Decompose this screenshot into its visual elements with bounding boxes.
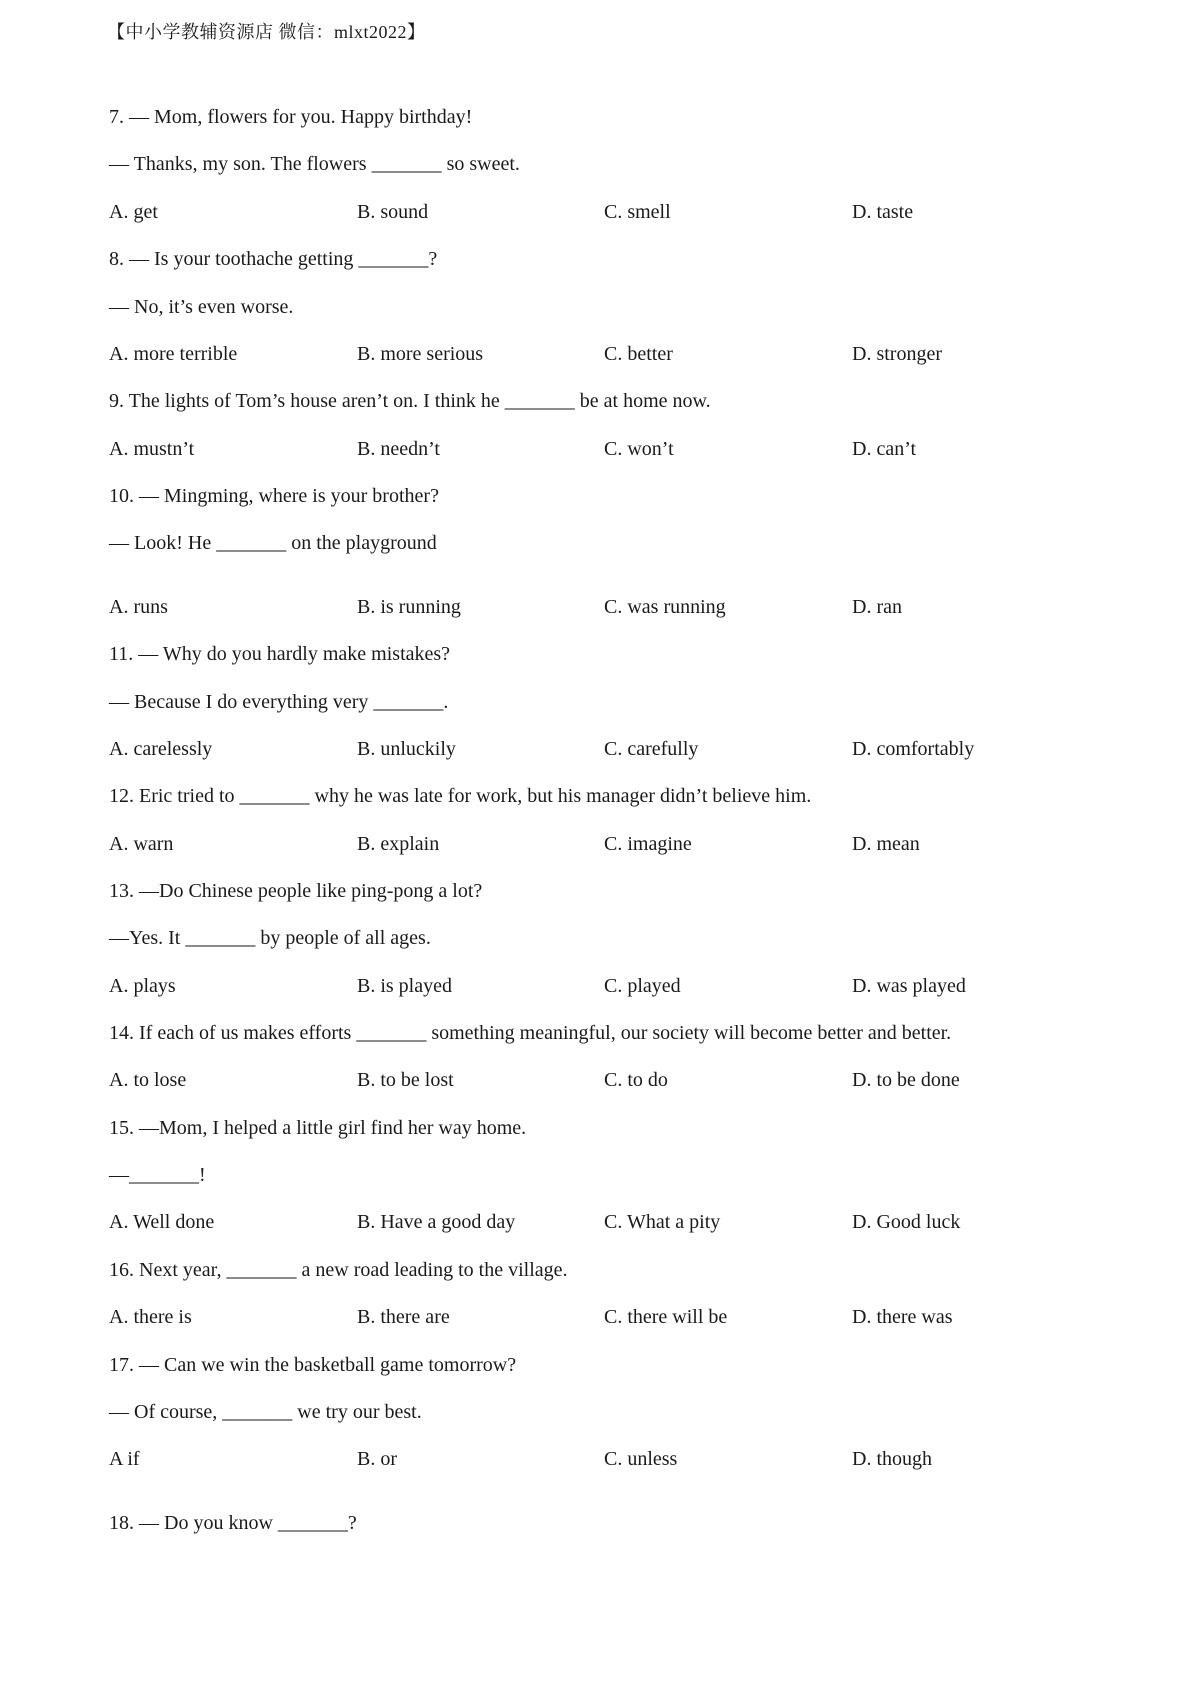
- question-16-option-a: A. there is: [109, 1306, 192, 1328]
- question-7-option-d: D. taste: [852, 201, 914, 223]
- question-8-option-b: B. more serious: [357, 343, 484, 365]
- question-13-option-d: D. was played: [852, 975, 966, 997]
- question-9-option-c: C. won’t: [604, 438, 674, 460]
- question-14-option-d: D. to be done: [852, 1069, 960, 1091]
- question-15-option-c: C. What a pity: [604, 1211, 721, 1233]
- question-16-option-c: C. there will be: [604, 1306, 728, 1328]
- question-16-stem: 16. Next year, _______ a new road leading to the village.: [109, 1259, 568, 1281]
- question-15-option-d: D. Good luck: [852, 1211, 961, 1233]
- question-17-option-b: B. or: [357, 1448, 397, 1470]
- question-14-option-a: A. to lose: [109, 1069, 187, 1091]
- question-16-option-b: B. there are: [357, 1306, 450, 1328]
- question-18-stem: 18. — Do you know _______?: [109, 1512, 357, 1534]
- question-12-option-a: A. warn: [109, 833, 174, 855]
- question-14-option-b: B. to be lost: [357, 1069, 454, 1091]
- question-9-option-a: A. mustn’t: [109, 438, 195, 460]
- question-17-response: — Of course, _______ we try our best.: [109, 1401, 422, 1423]
- question-13-option-c: C. played: [604, 975, 681, 997]
- question-13-option-b: B. is played: [357, 975, 452, 997]
- question-11-option-a: A. carelessly: [109, 738, 213, 760]
- question-8-option-d: D. stronger: [852, 343, 942, 365]
- question-15-stem: 15. —Mom, I helped a little girl find her way home.: [109, 1117, 527, 1139]
- question-12-stem: 12. Eric tried to _______ why he was late for work, but his manager didn’t believe him.: [109, 785, 812, 807]
- page-header: 【中小学教辅资源店 微信：mlxt2022】: [107, 22, 426, 42]
- question-11-option-b: B. unluckily: [357, 738, 456, 760]
- question-15-option-a: A. Well done: [109, 1211, 215, 1233]
- question-10-option-a: A. runs: [109, 596, 168, 618]
- question-14-stem: 14. If each of us makes efforts _______ something meaningful, our society will become better and better.: [109, 1022, 952, 1044]
- question-16-option-d: D. there was: [852, 1306, 953, 1328]
- question-10-response: — Look! He _______ on the playground: [109, 532, 437, 554]
- question-10-stem: 10. — Mingming, where is your brother?: [109, 485, 439, 507]
- question-7-option-b: B. sound: [357, 201, 429, 223]
- question-7-option-c: C. smell: [604, 201, 671, 223]
- question-11-option-c: C. carefully: [604, 738, 699, 760]
- question-12-option-d: D. mean: [852, 833, 920, 855]
- question-15-response: —_______!: [109, 1164, 206, 1186]
- question-13-stem: 13. —Do Chinese people like ping-pong a lot?: [109, 880, 483, 902]
- question-7-stem: 7. — Mom, flowers for you. Happy birthday!: [109, 106, 473, 128]
- question-17-stem: 17. — Can we win the basketball game tomorrow?: [109, 1354, 517, 1376]
- question-17-option-c: C. unless: [604, 1448, 678, 1470]
- question-7-option-a: A. get: [109, 201, 158, 223]
- question-17-option-d: D. though: [852, 1448, 932, 1470]
- question-13-response: —Yes. It _______ by people of all ages.: [109, 927, 431, 949]
- question-8-response: — No, it’s even worse.: [109, 296, 294, 318]
- question-9-option-d: D. can’t: [852, 438, 917, 460]
- question-10-option-b: B. is running: [357, 596, 461, 618]
- question-10-option-c: C. was running: [604, 596, 726, 618]
- question-7-response: — Thanks, my son. The flowers _______ so sweet.: [109, 153, 520, 175]
- question-15-option-b: B. Have a good day: [357, 1211, 516, 1233]
- question-8-option-a: A. more terrible: [109, 343, 238, 365]
- question-11-response: — Because I do everything very _______.: [109, 691, 449, 713]
- question-14-option-c: C. to do: [604, 1069, 668, 1091]
- question-9-stem: 9. The lights of Tom’s house aren’t on. I think he _______ be at home now.: [109, 390, 711, 412]
- question-9-option-b: B. needn’t: [357, 438, 440, 460]
- question-10-option-d: D. ran: [852, 596, 902, 618]
- question-8-stem: 8. — Is your toothache getting _______?: [109, 248, 438, 270]
- question-11-stem: 11. — Why do you hardly make mistakes?: [109, 643, 451, 665]
- question-17-option-a: A if: [109, 1448, 140, 1470]
- question-12-option-b: B. explain: [357, 833, 440, 855]
- question-8-option-c: C. better: [604, 343, 673, 365]
- question-11-option-d: D. comfortably: [852, 738, 975, 760]
- question-12-option-c: C. imagine: [604, 833, 692, 855]
- question-13-option-a: A. plays: [109, 975, 176, 997]
